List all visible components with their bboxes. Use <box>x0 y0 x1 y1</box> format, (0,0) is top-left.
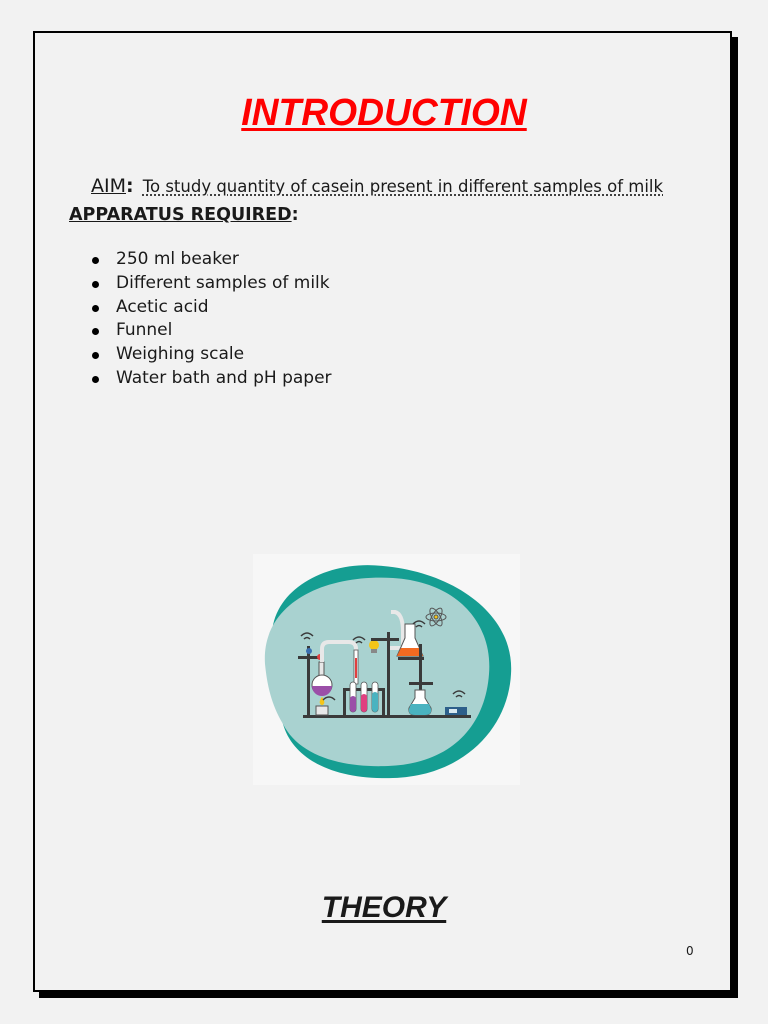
apparatus-heading-label: APPARATUS REQUIRED <box>69 205 292 225</box>
list-item <box>91 296 332 320</box>
theory-heading: THEORY <box>321 891 447 924</box>
bullet-icon <box>92 281 99 288</box>
list-item-text: Acetic acid <box>116 296 209 317</box>
bullet-icon <box>92 257 99 264</box>
apparatus-heading-colon: : <box>291 205 299 225</box>
list-item-text: Funnel <box>116 320 173 341</box>
list-item <box>91 319 332 343</box>
aim-label: AIM <box>91 175 126 197</box>
apparatus-heading <box>69 205 299 225</box>
lab-apparatus-image <box>253 554 520 785</box>
list-item-text: Different samples of milk <box>116 272 330 293</box>
list-item <box>91 343 332 367</box>
aim-colon: : <box>126 175 134 197</box>
list-item <box>91 367 332 391</box>
bullet-icon <box>92 328 99 335</box>
page-number: 0 <box>686 944 694 958</box>
aim-text: To study quantity of casein present in different samples of milk <box>142 177 664 196</box>
bullet-icon <box>92 305 99 312</box>
bullet-icon <box>92 352 99 359</box>
list-item-text: Weighing scale <box>116 344 245 365</box>
aim-line <box>91 175 691 197</box>
list-item <box>91 248 332 272</box>
bullet-icon <box>92 376 99 383</box>
laboratory-apparatus-illustration-icon <box>253 554 520 785</box>
apparatus-list <box>91 248 332 391</box>
list-item <box>91 272 332 296</box>
page-title: INTRODUCTION <box>241 92 527 134</box>
list-item-text: Water bath and pH paper <box>116 367 332 388</box>
list-item-text: 250 ml beaker <box>116 249 239 269</box>
